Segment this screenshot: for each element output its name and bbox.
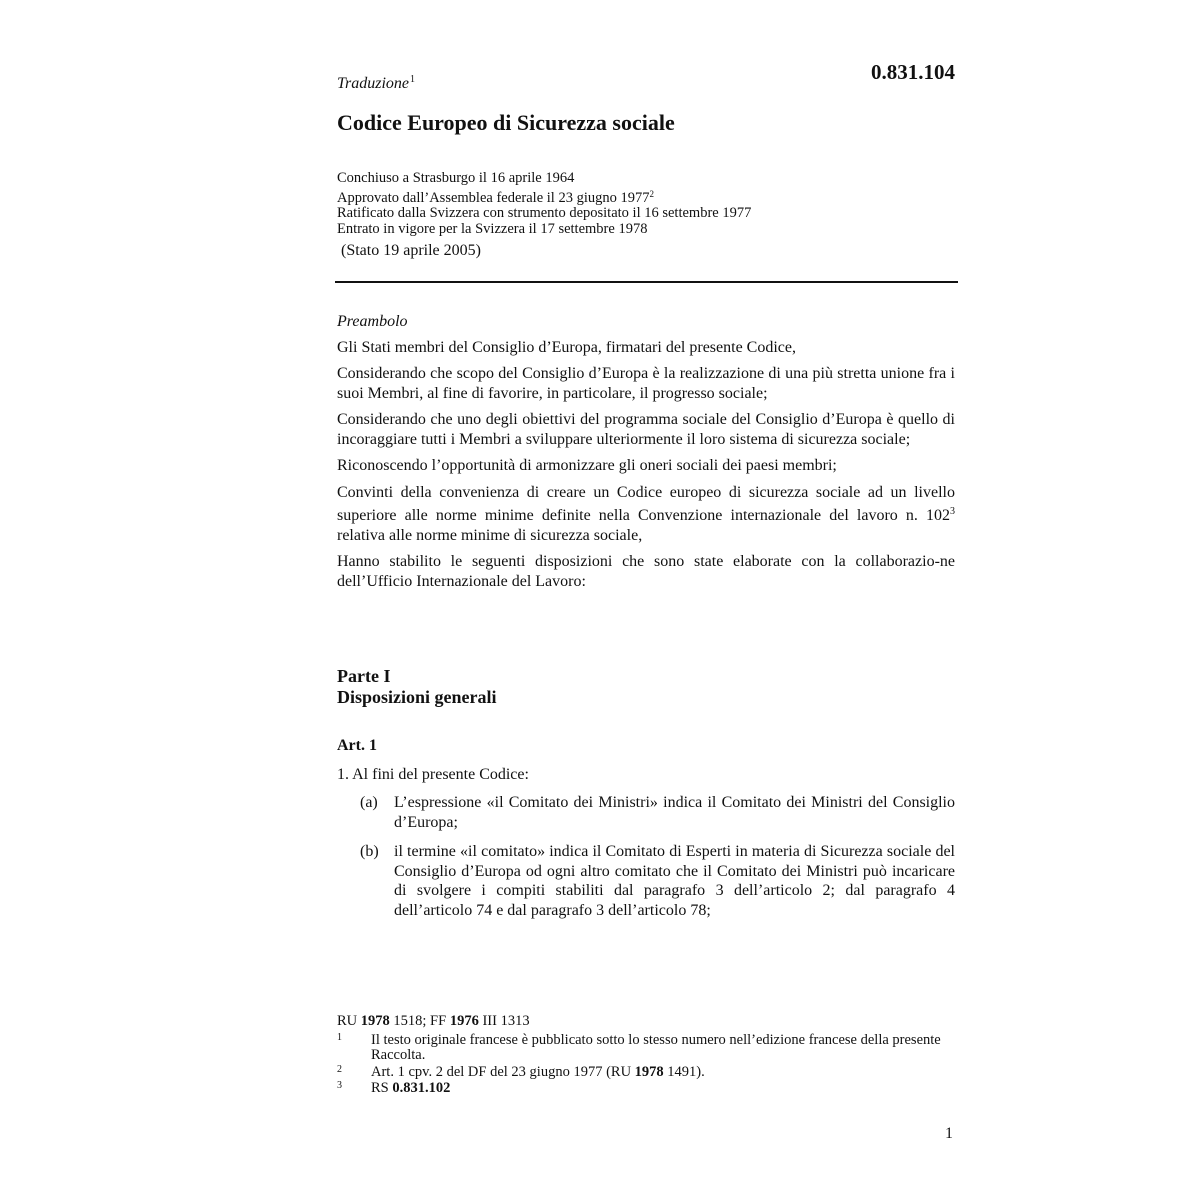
ref-end: III 1313 (478, 1013, 530, 1029)
subitem-label: (a) (360, 794, 378, 811)
meta-ratified: Ratificato dalla Svizzera con strumento depositato il 16 settembre 1977 (337, 205, 752, 222)
page-title: Codice Europeo di Sicurezza sociale (337, 110, 675, 135)
preamble-p5-before: Convinti della convenienza di creare un Codice europeo di sicurezza sociale ad un livello superiore alle norme minime definite nella Convenzione internazionale del lavoro n. 102 (337, 483, 955, 524)
ref-ff-year: 1976 (449, 1013, 479, 1029)
meta-concluded: Conchiuso a Strasburgo il 16 aprile 1964 (337, 170, 575, 186)
footnote-text: Il testo originale francese è pubblicato sotto lo stesso numero nell’edizione francese della presente Raccolta. (371, 1032, 941, 1063)
footnote-number: 1 (337, 1032, 342, 1043)
ref-ru-year: 1978 (360, 1013, 390, 1029)
footnote-1 (337, 1033, 952, 1063)
status-date: (Stato 19 aprile 2005) (341, 242, 481, 259)
footnote-3 (337, 1081, 952, 1096)
preamble-paragraph: Riconoscendo l’opportunità di armonizzare gli oneri sociali dei paesi membri; (337, 457, 837, 474)
article-subitem-b (360, 842, 955, 920)
article-item-1: 1. Al fini del presente Codice: (337, 766, 529, 783)
meta-in-force: Entrato in vigore per la Svizzera il 17 settembre 1978 (337, 220, 648, 237)
preamble-paragraph: Considerando che uno degli obiettivi del programma sociale del Consiglio d’Europa è quello di incoraggiare tutti i Membri a sviluppare ulteriormente il loro sistema di sicurezza sociale; (337, 411, 955, 448)
subitem-text: il termine «il comitato» indica il Comitato di Esperti in materia di Sicurezza sociale del Consiglio d’Europa od ogni altro comitato che il Comitato dei Ministri può incaricare di svolgere i compiti stabiliti dal paragrafo 3 dell’articolo 2; dal paragrafo 4 dell’articolo 74 e dal paragrafo 3 dell’articolo 78; (394, 843, 955, 919)
page-number: 1 (945, 1125, 953, 1142)
footnote-ref-1[interactable]: 1 (410, 74, 416, 85)
fn2-text-b: 1491). (663, 1064, 705, 1080)
preamble-heading: Preambolo (337, 313, 408, 330)
footnote-ref-3[interactable]: 3 (950, 506, 955, 517)
preamble-p5-after: relativa alle norme minime di sicurezza sociale, (337, 526, 643, 544)
header-divider (335, 281, 958, 283)
preamble-section (337, 312, 955, 598)
part-label: Parte I (337, 666, 391, 686)
document-number: 0.831.104 (871, 60, 955, 84)
preamble-paragraph: Hanno stabilito le seguenti disposizioni che sono state elaborate con la collaborazio-ne dell’Ufficio Internazionale del Lavoro: (337, 553, 955, 590)
part-heading (337, 666, 497, 707)
footnote-ref-2[interactable]: 2 (649, 188, 654, 199)
ref-mid: 1518; FF (389, 1013, 450, 1029)
fn2-text-a: Art. 1 cpv. 2 del DF del 23 giugno 1977 (RU (371, 1064, 635, 1080)
subitem-text: L’espressione «il Comitato dei Ministri» indica il Comitato dei Ministri del Consiglio d’Europa; (394, 794, 955, 831)
translation-label-text: Traduzione (337, 75, 410, 92)
translation-label (337, 74, 415, 93)
footnote-number: 2 (337, 1064, 342, 1075)
article-subitem-a (360, 793, 955, 832)
preamble-paragraph: Considerando che scopo del Consiglio d’Europa è la realizzazione di una più stretta unione fra i suoi Membri, al fine di favorire, in particolare, il progresso sociale; (337, 365, 955, 402)
publication-reference (337, 1013, 530, 1030)
fn2-year: 1978 (634, 1064, 664, 1080)
part-title: Disposizioni generali (337, 686, 497, 707)
meta-approved-text: Approvato dall’Assemblea federale il 23 giugno 1977 (337, 189, 650, 206)
meta-approved (337, 187, 957, 207)
fn3-prefix: RS (371, 1080, 393, 1096)
ref-ru-label: RU (337, 1013, 361, 1029)
fn3-ref[interactable]: 0.831.102 (392, 1080, 451, 1096)
footnote-2 (337, 1065, 952, 1080)
subitem-label: (b) (360, 843, 379, 860)
preamble-paragraph: Gli Stati membri del Consiglio d’Europa, firmatari del presente Codice, (337, 338, 796, 356)
footnote-text (371, 1065, 952, 1080)
document-metadata (337, 171, 957, 237)
article-heading: Art. 1 (337, 737, 377, 754)
preamble-paragraph (337, 483, 955, 546)
footnote-number: 3 (337, 1080, 342, 1091)
footnote-text (371, 1081, 952, 1096)
